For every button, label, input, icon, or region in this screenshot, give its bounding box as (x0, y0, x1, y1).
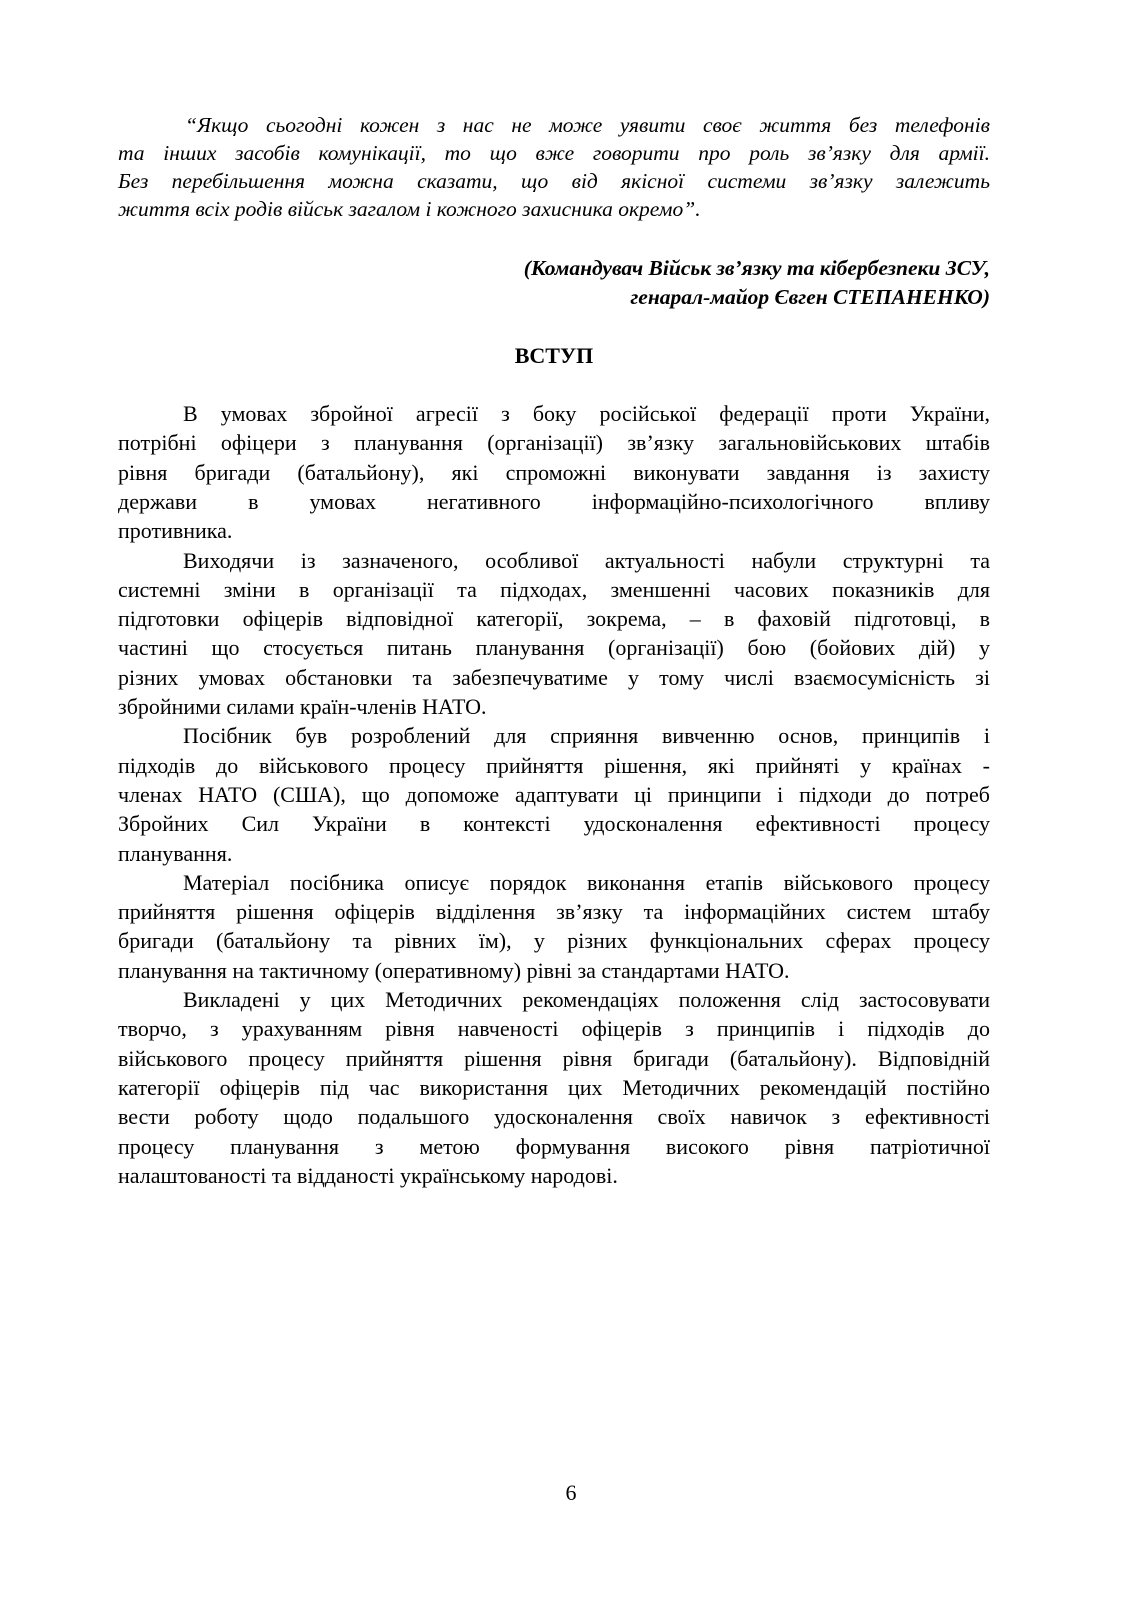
paragraph-line: процесу планування з метою формування високого рівня патріотичної (118, 1133, 990, 1159)
paragraph-line: рівня бригади (батальйону), які спроможні виконувати завдання із захисту (118, 459, 990, 485)
paragraph-line: Матеріал посібника описує порядок виконання етапів військового процесу (183, 869, 990, 895)
paragraph-line: бригади (батальйону та рівних їм), у різних функціональних сферах процесу (118, 928, 990, 954)
paragraph-line: Викладені у цих Методичних рекомендаціях положення слід застосовувати (183, 987, 990, 1012)
paragraph-line: Посібник був розроблений для сприяння вивченню основ, принципів і (183, 723, 990, 749)
paragraph-line: налаштованості та відданості українському народові. (118, 1162, 618, 1188)
quote-line: Без перебільшення можна сказати, що від якісної системи зв’язку залежить (118, 169, 990, 193)
section-heading: ВСТУП (514, 343, 594, 368)
paragraph-line: системні зміни в організації та підходах, зменшенні часових показників для (118, 576, 990, 602)
paragraph-line: військового процесу прийняття рішення рівня бригади (батальйону). Відповідній (118, 1045, 990, 1071)
attribution-line: генарал-майор Євген СТЕПАНЕНКО) (630, 285, 990, 309)
paragraph-line: противника. (118, 518, 233, 544)
paragraph-line: збройними силами країн-членів НАТО. (118, 694, 487, 719)
paragraph-line: членах НАТО (США), що допоможе адаптувати ці принципи і підходи до потреб (118, 781, 990, 807)
paragraph-line: творчо, з урахуванням рівня навченості офіцерів з принципів і підходів до (118, 1016, 990, 1042)
quote-line: “Якщо сьогодні кожен з нас не може уявити своє життя без телефонів (185, 113, 990, 137)
paragraph-line: Виходячи із зазначеного, особливої актуальності набули структурні та (183, 547, 990, 573)
paragraph-line: планування. (118, 840, 233, 866)
paragraph-line: категорії офіцерів під час використання цих Методичних рекомендацій постійно (118, 1074, 990, 1100)
paragraph-line: підготовки офіцерів відповідної категорії, зокрема, – в фаховій підготовці, в (118, 606, 990, 632)
paragraph-line: частині що стосується питань планування (організації) бою (бойових дій) у (118, 635, 990, 661)
paragraph-line: В умовах збройної агресії з боку російської федерації проти України, (183, 401, 990, 426)
paragraph-line: планування на тактичному (оперативному) рівні за стандартами НАТО. (118, 957, 790, 983)
paragraph-line: вести роботу щодо подальшого удосконалення своїх навичок з ефективності (118, 1104, 990, 1130)
paragraph-line: потрібні офіцери з планування (організації) зв’язку загальновійськових штабів (118, 430, 990, 456)
paragraph-line: підходів до військового процесу прийняття рішення, які прийняті у країнах - (118, 752, 990, 778)
paragraph-line: Збройних Сил України в контексті удосконалення ефективності процесу (118, 811, 990, 837)
page-number: 6 (565, 1480, 577, 1505)
attribution-line: (Командувач Військ зв’язку та кібербезпеки ЗСУ, (523, 256, 990, 280)
quote-line: та інших засобів комунікації, то що вже говорити про роль зв’язку для армії. (118, 141, 990, 165)
paragraph-line: держави в умовах негативного інформаційно-психологічного впливу (118, 488, 990, 514)
paragraph-line: різних умовах обстановки та забезпечуватиме у тому числі взаємосумісність зі (118, 664, 990, 690)
paragraph-line: прийняття рішення офіцерів відділення зв’язку та інформаційних систем штабу (118, 899, 990, 925)
quote-line: життя всіх родів військ загалом і кожного захисника окремо”. (118, 197, 701, 221)
